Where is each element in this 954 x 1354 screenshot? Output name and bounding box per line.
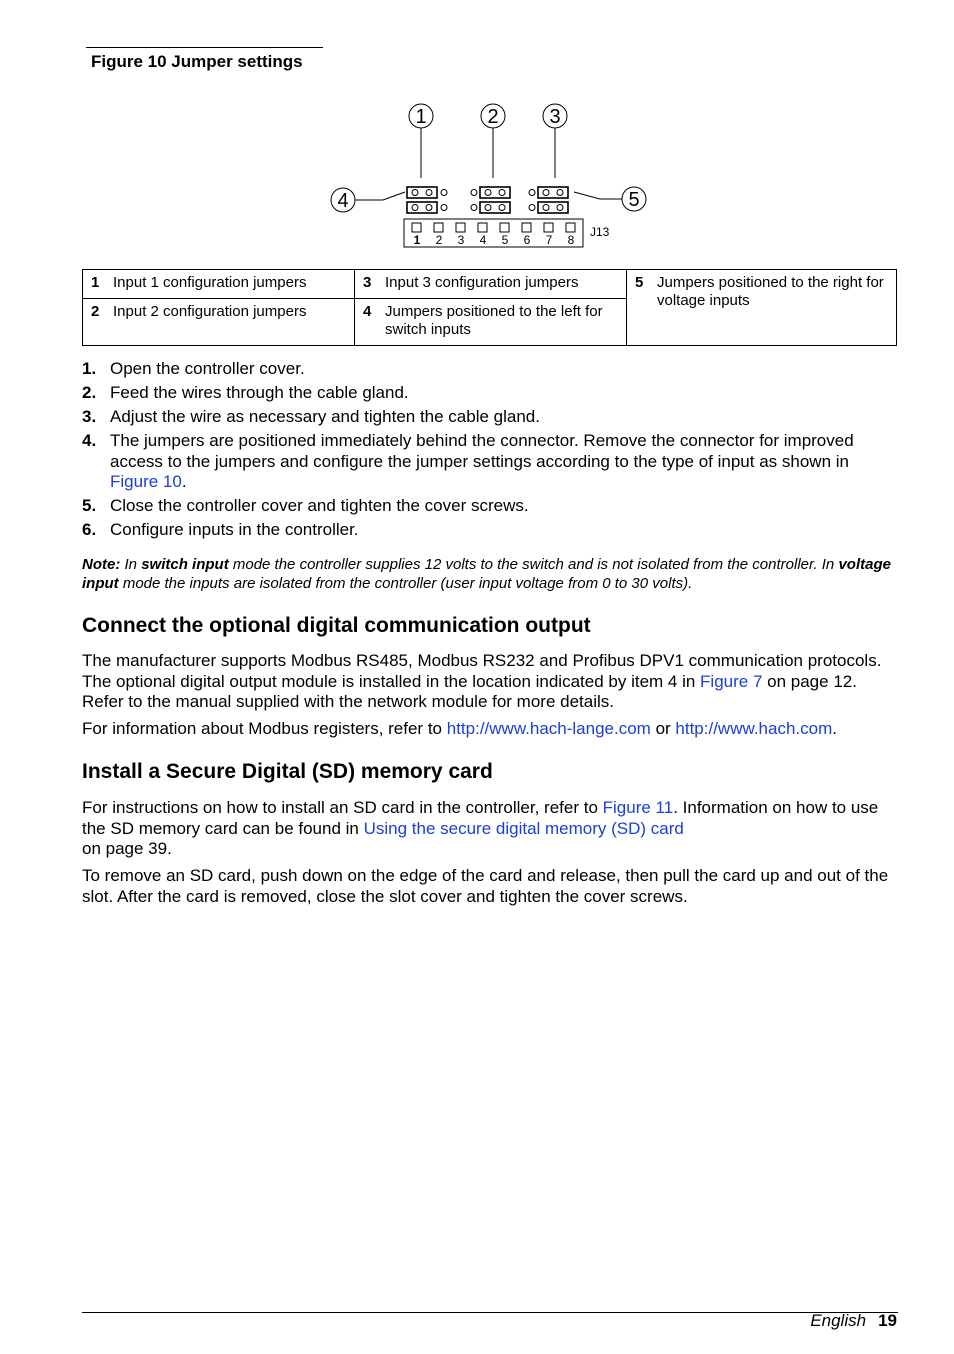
- callout-1-label: 1: [415, 106, 427, 128]
- callout-3-label: 3: [549, 106, 561, 128]
- note-bold-term: voltage input: [82, 556, 891, 592]
- legend-cell-2: [83, 299, 355, 346]
- step-text: Feed the wires through the cable gland.: [110, 383, 409, 402]
- pin-2-label: 2: [435, 233, 443, 247]
- paragraph-text: . Information on how to use the SD memory card can be found in: [82, 798, 879, 838]
- paragraph-text: .: [832, 719, 837, 738]
- procedure-steps: [82, 359, 897, 544]
- step-text-end: .: [181, 472, 187, 491]
- step-text: Close the controller cover and tighten the cover screws.: [110, 496, 529, 515]
- sd-card-section-link[interactable]: Using the secure digital memory (SD) card: [363, 818, 684, 838]
- callout-4-label: 4: [337, 190, 349, 212]
- legend-num: 4: [363, 303, 372, 320]
- sd-paragraph-1: [82, 798, 898, 860]
- connector-label: J13: [590, 225, 610, 239]
- hach-link[interactable]: http://www.hach.com: [675, 719, 833, 738]
- step-text: Configure inputs in the controller.: [110, 520, 359, 539]
- callout-5-label: 5: [628, 189, 640, 211]
- legend-text: Input 3 configuration jumpers: [385, 274, 579, 291]
- pin-6-label: 6: [523, 233, 531, 247]
- pin-4-label: 4: [479, 233, 487, 247]
- step-number: 1.: [82, 359, 97, 378]
- figure-10-link[interactable]: Figure 10: [110, 472, 182, 491]
- footer-rule: [82, 1312, 898, 1313]
- page-footer: [810, 1311, 897, 1331]
- step-item: [82, 383, 897, 404]
- pin-5-label: 5: [501, 233, 509, 247]
- step-number: 5.: [82, 496, 97, 515]
- paragraph-text: The manufacturer supports Modbus RS485, Modbus RS232 and Profibus DPV1 communication protocols. The optional digital output module is installed in the location indicated by item 4 in: [82, 651, 882, 691]
- paragraph-text: or: [650, 719, 676, 738]
- section-heading-comm: Connect the optional digital communication output: [82, 614, 591, 637]
- step-text: Adjust the wire as necessary and tighten the cable gland.: [110, 407, 540, 426]
- footer-language: English: [810, 1311, 867, 1330]
- pin-1-label: 1: [413, 233, 421, 247]
- note-text: In: [120, 556, 142, 573]
- note-bold-term: switch input: [141, 556, 229, 573]
- step-text: The jumpers are positioned immediately behind the connector. Remove the connector for improved access to the jumpers and configure the jumper settings according to the type of input as shown in: [110, 431, 854, 471]
- step-text: Open the controller cover.: [110, 359, 305, 378]
- legend-num: 1: [91, 274, 100, 291]
- step-text-container: [110, 431, 897, 493]
- step-item: [82, 407, 897, 428]
- pin-7-label: 7: [545, 233, 553, 247]
- legend-text: Input 1 configuration jumpers: [113, 274, 307, 291]
- figure-title: Figure 10 Jumper settings: [91, 52, 303, 71]
- sd-paragraph-2: To remove an SD card, push down on the edge of the card and release, then pull the card up and out of the slot. After the card is removed, close the slot cover and tighten the cover screws.: [82, 866, 889, 906]
- step-number: 4.: [82, 431, 97, 450]
- legend-cell-3: [355, 270, 627, 299]
- step-item: [82, 431, 897, 493]
- figure-top-rule: [86, 47, 323, 48]
- note-paragraph: [82, 556, 897, 593]
- note-text: mode the controller supplies 12 volts to the switch and is not isolated from the controller. In: [228, 556, 839, 573]
- legend-cell-5: [627, 270, 897, 346]
- paragraph-text: For information about Modbus registers, refer to: [82, 719, 447, 738]
- page-number: 19: [878, 1311, 897, 1330]
- note-text: mode the inputs are isolated from the controller (user input voltage from 0 to 30 volts).: [118, 574, 693, 592]
- paragraph-text: on page 39.: [82, 839, 172, 858]
- step-number: 6.: [82, 520, 97, 539]
- callout-2-label: 2: [487, 106, 499, 128]
- jumper-diagram: [320, 98, 660, 253]
- legend-text: Jumpers positioned to the left for switch inputs: [385, 303, 603, 338]
- figure-11-link[interactable]: Figure 11: [602, 798, 674, 817]
- legend-text: Input 2 configuration jumpers: [113, 303, 307, 320]
- legend-cell-4: [355, 299, 627, 346]
- comm-paragraph-2: [82, 719, 898, 740]
- paragraph-text: For instructions on how to install an SD card in the controller, refer to: [82, 798, 603, 817]
- legend-num: 5: [635, 274, 644, 291]
- legend-cell-1: [83, 270, 355, 299]
- figure-legend-table: [82, 269, 897, 346]
- comm-paragraph-1: [82, 651, 898, 713]
- step-item: [82, 359, 897, 380]
- legend-text: Jumpers positioned to the right for voltage inputs: [657, 274, 884, 309]
- step-number: 3.: [82, 407, 97, 426]
- pin-8-label: 8: [567, 233, 575, 247]
- step-item: [82, 520, 897, 541]
- section-heading-sd: Install a Secure Digital (SD) memory card: [82, 760, 493, 783]
- figure-7-link[interactable]: Figure 7: [700, 671, 763, 691]
- paragraph-text: on page 12. Refer to the manual supplied with the network module for more details.: [82, 671, 857, 711]
- pin-3-label: 3: [457, 233, 465, 247]
- step-number: 2.: [82, 383, 97, 402]
- legend-num: 3: [363, 274, 372, 291]
- step-item: [82, 496, 897, 517]
- hach-lange-link[interactable]: http://www.hach-lange.com: [446, 719, 651, 738]
- legend-num: 2: [91, 303, 100, 320]
- note-label: Note:: [82, 556, 121, 573]
